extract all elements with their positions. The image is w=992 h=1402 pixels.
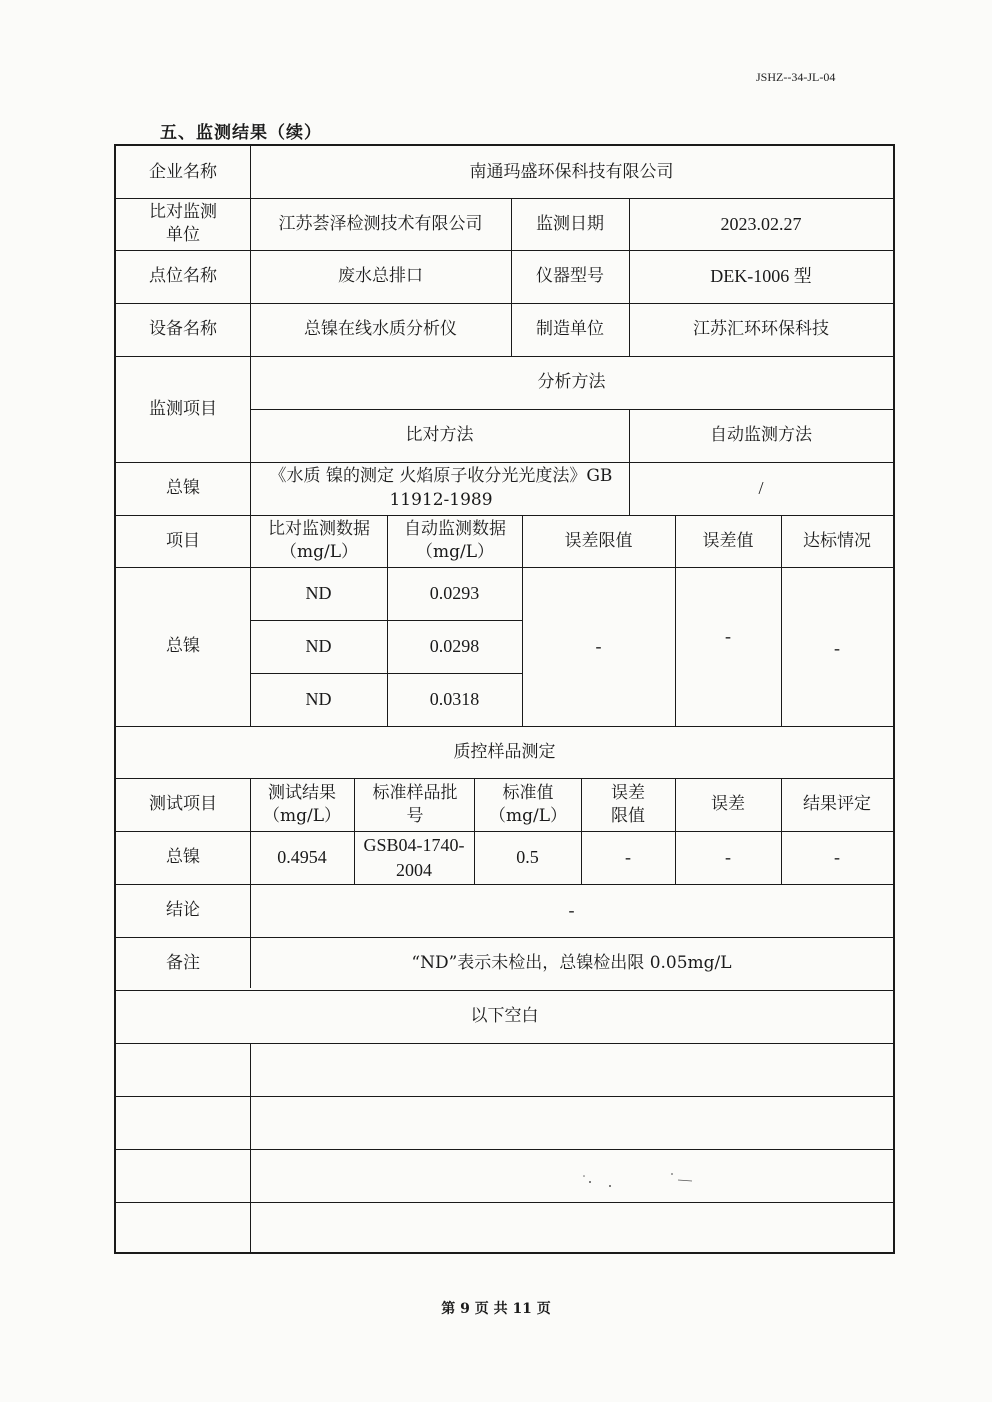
compare-header-status: 达标情况 — [803, 530, 871, 551]
compare-value-2: ND — [305, 636, 332, 657]
compare-header-item: 项目 — [166, 530, 200, 551]
auto-method-label: 自动监测方法 — [710, 425, 812, 446]
qc-std: 0.5 — [516, 847, 539, 868]
compare-error: - — [725, 626, 731, 647]
compare-method-label: 比对方法 — [405, 425, 474, 446]
date-value: 2023.02.27 — [720, 213, 802, 234]
qc-error: - — [725, 847, 731, 868]
maker-label: 制造单位 — [536, 319, 604, 340]
auto-method-value: / — [758, 478, 764, 499]
maker-value: 江苏汇环环保科技 — [693, 319, 829, 340]
compare-value-1: ND — [305, 583, 332, 604]
compare-header-error: 误差值 — [702, 530, 754, 551]
qc-header-batch: 标准样品批号 — [372, 782, 458, 826]
point-value: 废水总排口 — [338, 266, 423, 287]
qc-header-limit: 误差限值 — [611, 782, 645, 826]
qc-limit: - — [625, 847, 631, 868]
date-label: 监测日期 — [536, 213, 604, 234]
page-footer: 第 9 页 共 11 页 — [441, 1301, 551, 1317]
remark-label: 备注 — [166, 953, 200, 974]
section-title: 五、监测结果（续） — [160, 123, 322, 143]
monitor-item-label: 监测项目 — [149, 398, 217, 419]
auto-value-3: 0.0318 — [429, 689, 480, 710]
qc-item: 总镍 — [166, 847, 200, 868]
remark-value: “ND”表示未检出，总镍检出限 0.05mg/L — [411, 953, 732, 974]
compare-header-compare-data: 比对监测数据（mg/L） — [268, 519, 370, 562]
qc-result: 0.4954 — [277, 847, 327, 868]
method-item: 总镍 — [166, 478, 200, 499]
company-label: 企业名称 — [149, 161, 217, 182]
auto-value-1: 0.0293 — [429, 583, 480, 604]
company-value: 南通玛盛环保科技有限公司 — [469, 161, 674, 182]
device-label: 设备名称 — [149, 319, 217, 340]
results-table — [114, 144, 895, 1254]
qc-header-result: 测试结果（mg/L） — [262, 782, 342, 826]
conclusion-label: 结论 — [166, 900, 200, 921]
scan-specks — [560, 1160, 700, 1200]
device-value: 总镍在线水质分析仪 — [304, 319, 457, 340]
conclusion-value: - — [568, 900, 575, 921]
compare-item: 总镍 — [166, 636, 200, 657]
model-label: 仪器型号 — [536, 266, 604, 287]
qc-header-std: 标准值（mg/L） — [488, 782, 568, 826]
qc-batch: GSB04-1740-2004 — [363, 835, 465, 880]
compare-limit: - — [595, 636, 602, 657]
qc-header-eval: 结果评定 — [803, 794, 871, 815]
compare-method-value: 《水质 镍的测定 火焰原子收分光光度法》GB 11912-1989 — [269, 465, 613, 510]
unit-label: 比对监测单位 — [149, 202, 217, 245]
qc-title: 质控样品测定 — [453, 741, 556, 762]
qc-header-error: 误差 — [711, 794, 745, 815]
compare-header-auto-data: 自动监测数据（mg/L） — [404, 519, 506, 562]
qc-eval: - — [834, 847, 840, 868]
blank-note: 以下空白 — [470, 1006, 539, 1027]
compare-header-limit: 误差限值 — [564, 530, 633, 551]
model-value: DEK-1006 型 — [710, 266, 812, 287]
qc-header-item: 测试项目 — [149, 794, 217, 815]
compare-status: - — [834, 638, 840, 659]
unit-value: 江苏荟泽检测技术有限公司 — [278, 213, 483, 234]
auto-value-2: 0.0298 — [429, 636, 480, 657]
document-code: JSHZ--34-JL-04 — [756, 70, 836, 84]
point-label: 点位名称 — [149, 266, 217, 287]
compare-value-3: ND — [305, 689, 332, 710]
analysis-method-label: 分析方法 — [537, 372, 606, 393]
